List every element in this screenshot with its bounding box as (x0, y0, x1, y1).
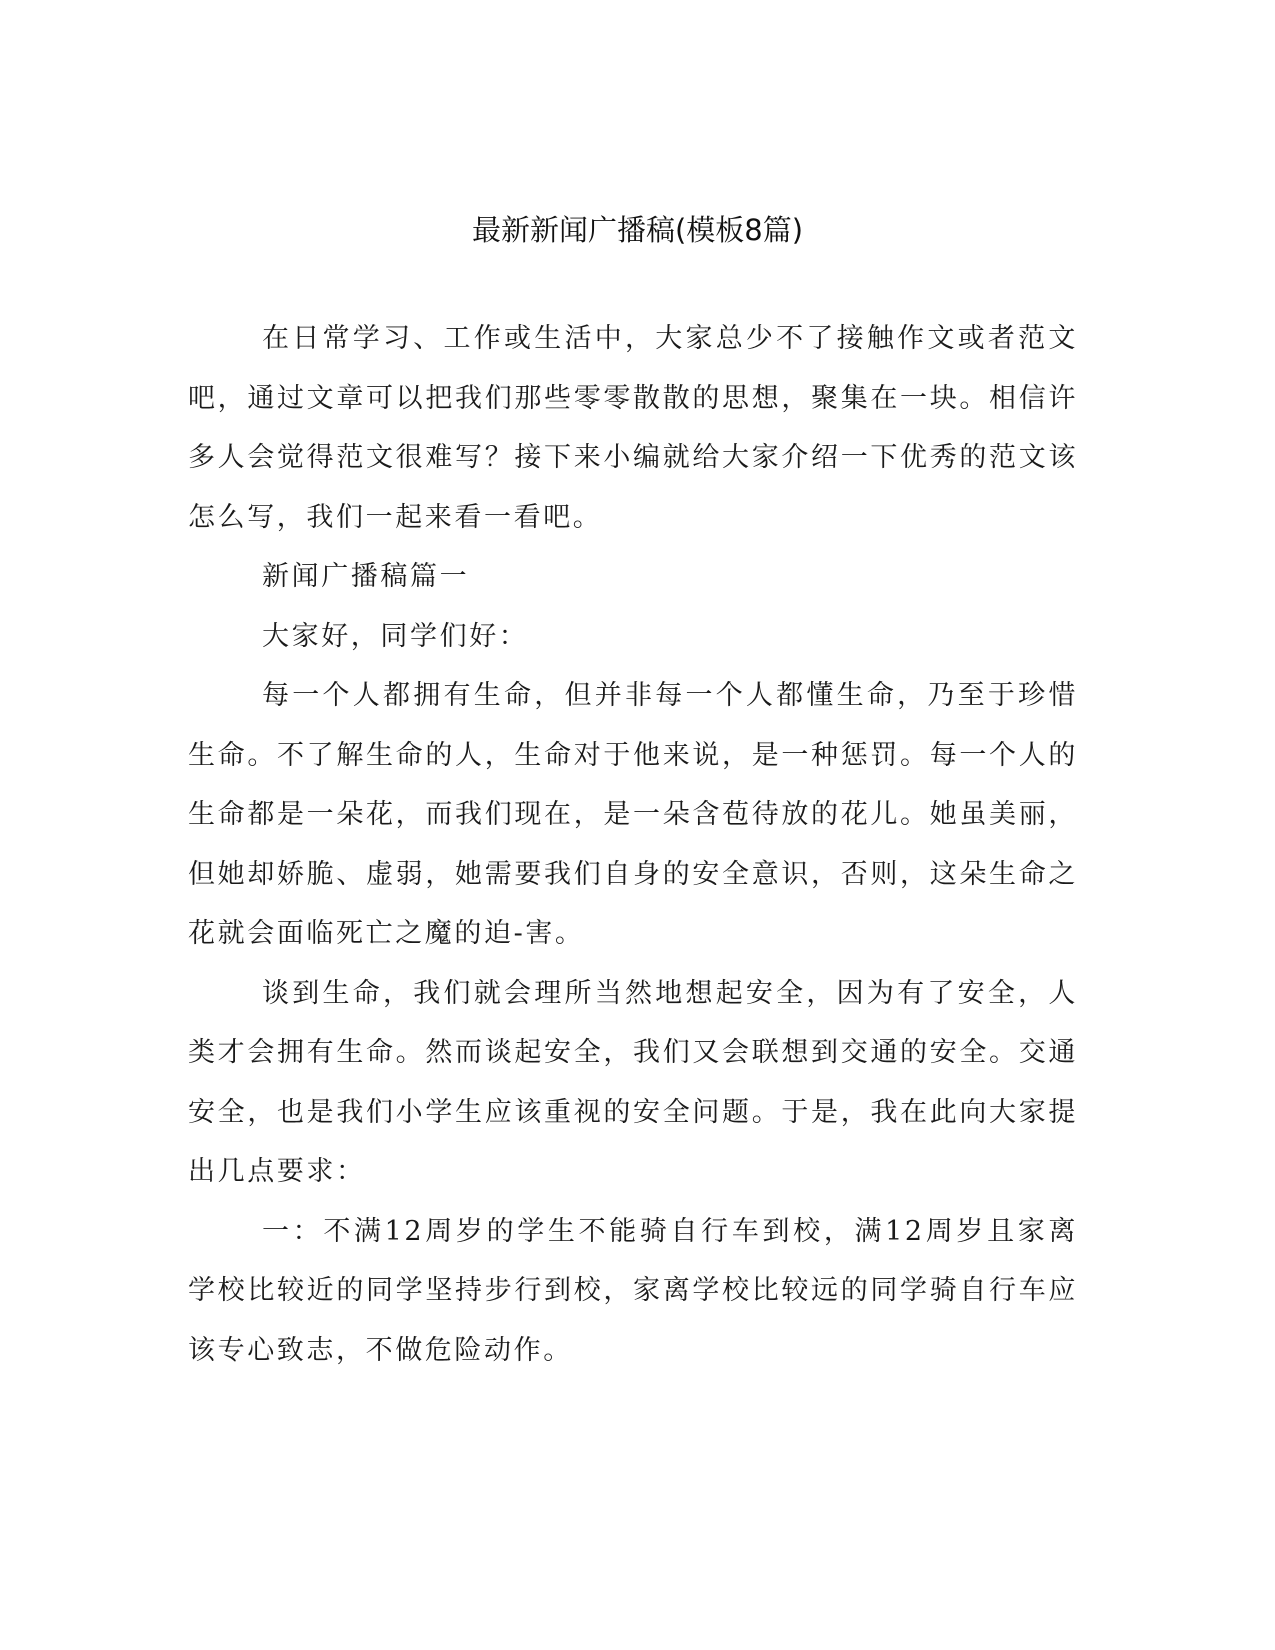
greeting: 大家好，同学们好： (262, 620, 529, 652)
paragraph-intro: 在日常学习、工作或生活中，大家总少不了接触作文或者范文吧，通过文章可以把我们那些零零散散的思想，聚集在一块。相信许多人会觉得范文很难写？接下来小编就给大家介绍一下优秀的范文该怎么写，我们一起来看一看吧。 (188, 323, 1078, 533)
document-title: 最新新闻广播稿(模板8篇) (471, 213, 804, 247)
document-body (188, 309, 1078, 1380)
paragraph-life: 每一个人都拥有生命，但并非每一个人都懂生命，乃至于珍惜生命。不了解生命的人，生命对于他来说，是一种惩罚。每一个人的生命都是一朵花，而我们现在，是一朵含苞待放的花儿。她虽美丽，但她却娇脆、虚弱，她需要我们自身的安全意识，否则，这朵生命之花就会面临死亡之魔的迫-害。 (188, 680, 1078, 949)
paragraph-rule-one: 一：不满12周岁的学生不能骑自行车到校，满12周岁且家离学校比较近的同学坚持步行到校，家离学校比较远的同学骑自行车应该专心致志，不做危险动作。 (188, 1215, 1078, 1366)
section-heading: 新闻广播稿篇一 (262, 561, 470, 592)
paragraph-safety: 谈到生命，我们就会理所当然地想起安全，因为有了安全，人类才会拥有生命。然而谈起安全，我们又会联想到交通的安全。交通安全，也是我们小学生应该重视的安全问题。于是，我在此向大家提出几点要求： (188, 977, 1078, 1187)
